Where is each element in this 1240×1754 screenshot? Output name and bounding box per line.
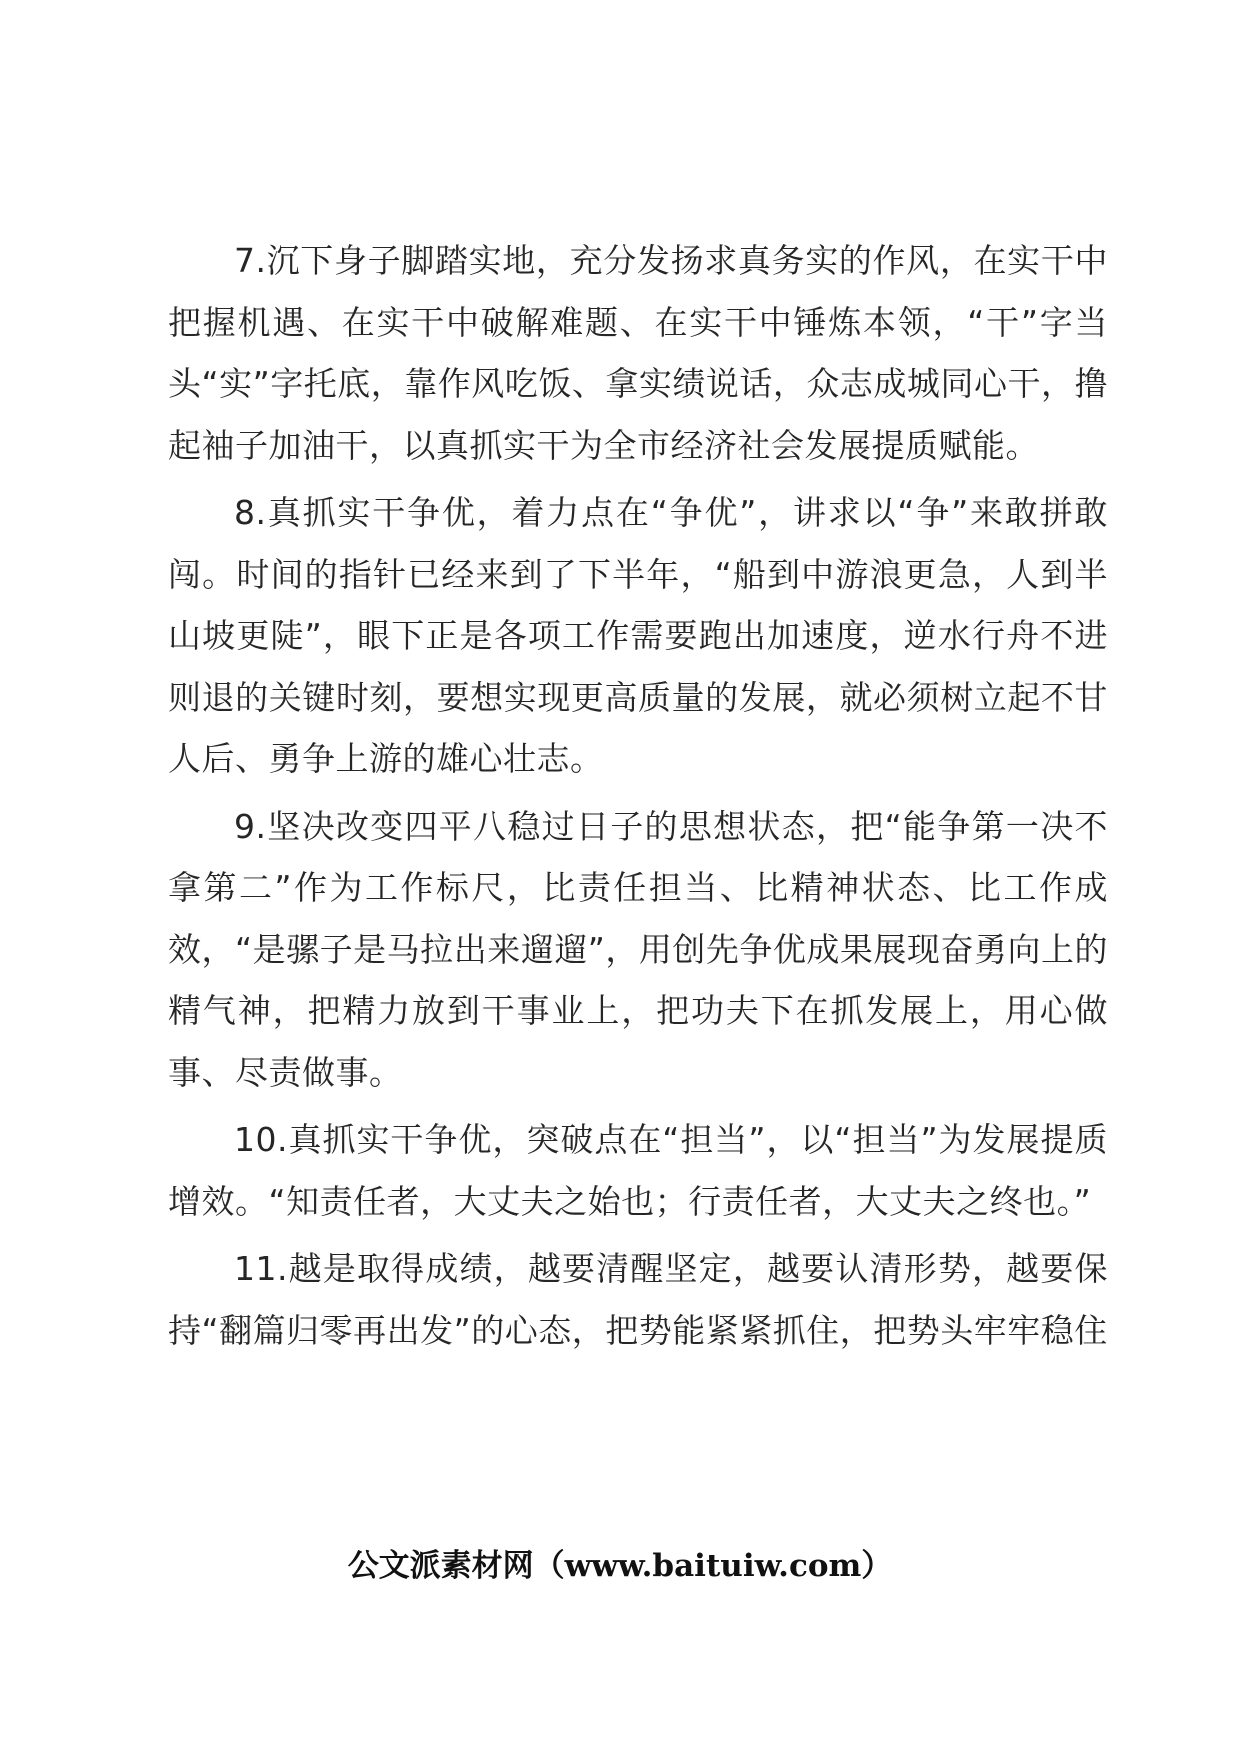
paragraph-8: 8.真抓实干争优，着力点在“争优”，讲求以“争”来敢拼敢闯。时间的指针已经来到了下半年，“船到中游浪更急，人到半山坡更陡”，眼下正是各项工作需要跑出加速度，逆水行舟不进则退的关键时刻，要想实现更高质量的发展，就必须树立起不甘人后、勇争上游的雄心壮志。 (168, 493, 1108, 778)
paragraph-11: 11.越是取得成绩，越要清醒坚定，越要认清形势，越要保持“翻篇归零再出发”的心态，把势能紧紧抓住，把势头牢牢稳住 (168, 1249, 1108, 1350)
document-body (168, 230, 1108, 1367)
paragraph-7: 7.沉下身子脚踏实地，充分发扬求真务实的作风，在实干中把握机遇、在实干中破解难题、在实干中锤炼本领，“干”字当头“实”字托底，靠作风吃饭、拿实绩说话，众志成城同心干，撸起袖子加油干，以真抓实干为全市经济社会发展提质赋能。 (168, 241, 1108, 465)
paragraph-9: 9.坚决改变四平八稳过日子的思想状态，把“能争第一决不拿第二”作为工作标尺，比责任担当、比精神状态、比工作成效，“是骡子是马拉出来遛遛”，用创先争优成果展现奋勇向上的精气神，把精力放到干事业上，把功夫下在抓发展上，用心做事、尽责做事。 (168, 806, 1108, 1092)
paragraph-10: 10.真抓实干争优，突破点在“担当”，以“担当”为发展提质增效。“知责任者，大丈夫之始也；行责任者，大丈夫之终也。” (168, 1120, 1108, 1221)
page-footer-source: 公文派素材网（www.baituiw.com） (347, 1548, 893, 1584)
